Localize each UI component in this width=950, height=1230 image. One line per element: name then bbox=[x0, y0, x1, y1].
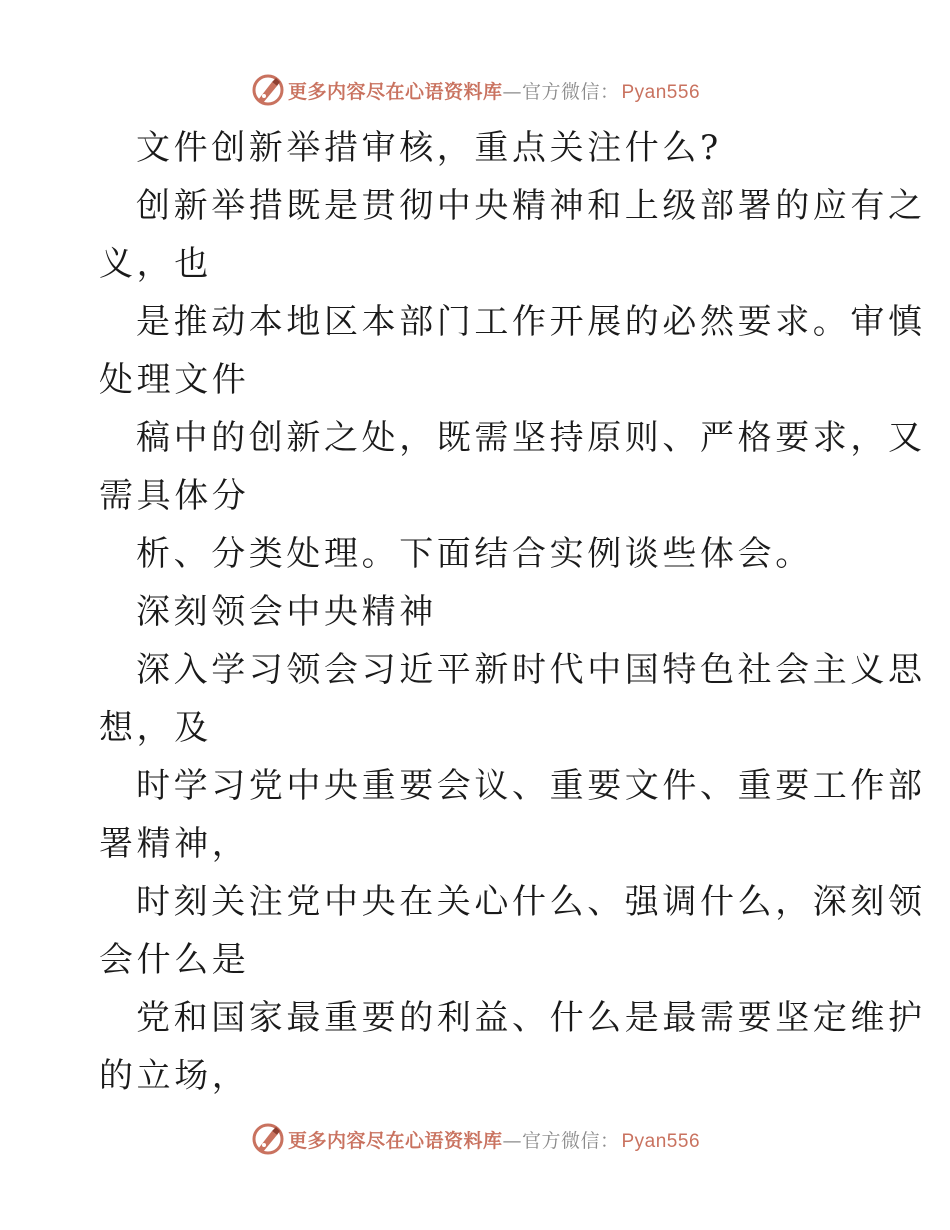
footer-banner bbox=[0, 1117, 950, 1161]
body-line: 想，及 bbox=[99, 708, 212, 748]
header-wechat-label: 官方微信： bbox=[521, 80, 620, 103]
header-wechat-id: Pyan556 bbox=[621, 81, 701, 103]
body-line: 创新举措既是贯彻中央精神和上级部署的应有之 bbox=[136, 186, 926, 226]
body-line: 署精神， bbox=[99, 824, 250, 864]
pen-logo-icon bbox=[250, 72, 286, 108]
footer-wechat-id: Pyan556 bbox=[621, 1130, 701, 1152]
pen-logo-icon bbox=[250, 1121, 286, 1157]
footer-banner-text bbox=[288, 1126, 700, 1153]
body-line: 需具体分 bbox=[99, 476, 250, 516]
body-line: 党和国家最重要的利益、什么是最需要坚定维护 bbox=[136, 998, 926, 1038]
body-line: 义，也 bbox=[99, 244, 212, 284]
body-line: 析、分类处理。下面结合实例谈些体会。 bbox=[136, 534, 813, 574]
header-brand: 更多内容尽在心语资料库 bbox=[287, 80, 503, 103]
header-banner bbox=[0, 68, 950, 112]
body-line: 处理文件 bbox=[99, 360, 250, 400]
body-line: 稿中的创新之处，既需坚持原则、严格要求，又 bbox=[136, 418, 926, 458]
section-heading: 深刻领会中央精神 bbox=[136, 592, 437, 632]
body-line: 深入学习领会习近平新时代中国特色社会主义思 bbox=[136, 650, 926, 690]
footer-separator: — bbox=[502, 1129, 522, 1152]
body-line: 时学习党中央重要会议、重要文件、重要工作部 bbox=[136, 766, 926, 806]
footer-wechat-label: 官方微信： bbox=[521, 1129, 620, 1152]
body-line: 的立场， bbox=[99, 1056, 250, 1096]
body-line: 时刻关注党中央在关心什么、强调什么，深刻领 bbox=[136, 882, 926, 922]
header-banner-text bbox=[288, 77, 700, 104]
body-line: 文件创新举措审核，重点关注什么? bbox=[136, 128, 722, 168]
body-line: 是推动本地区本部门工作开展的必然要求。审慎 bbox=[136, 302, 926, 342]
body-line: 会什么是 bbox=[99, 940, 250, 980]
footer-brand: 更多内容尽在心语资料库 bbox=[287, 1129, 503, 1152]
header-separator: — bbox=[502, 80, 522, 103]
